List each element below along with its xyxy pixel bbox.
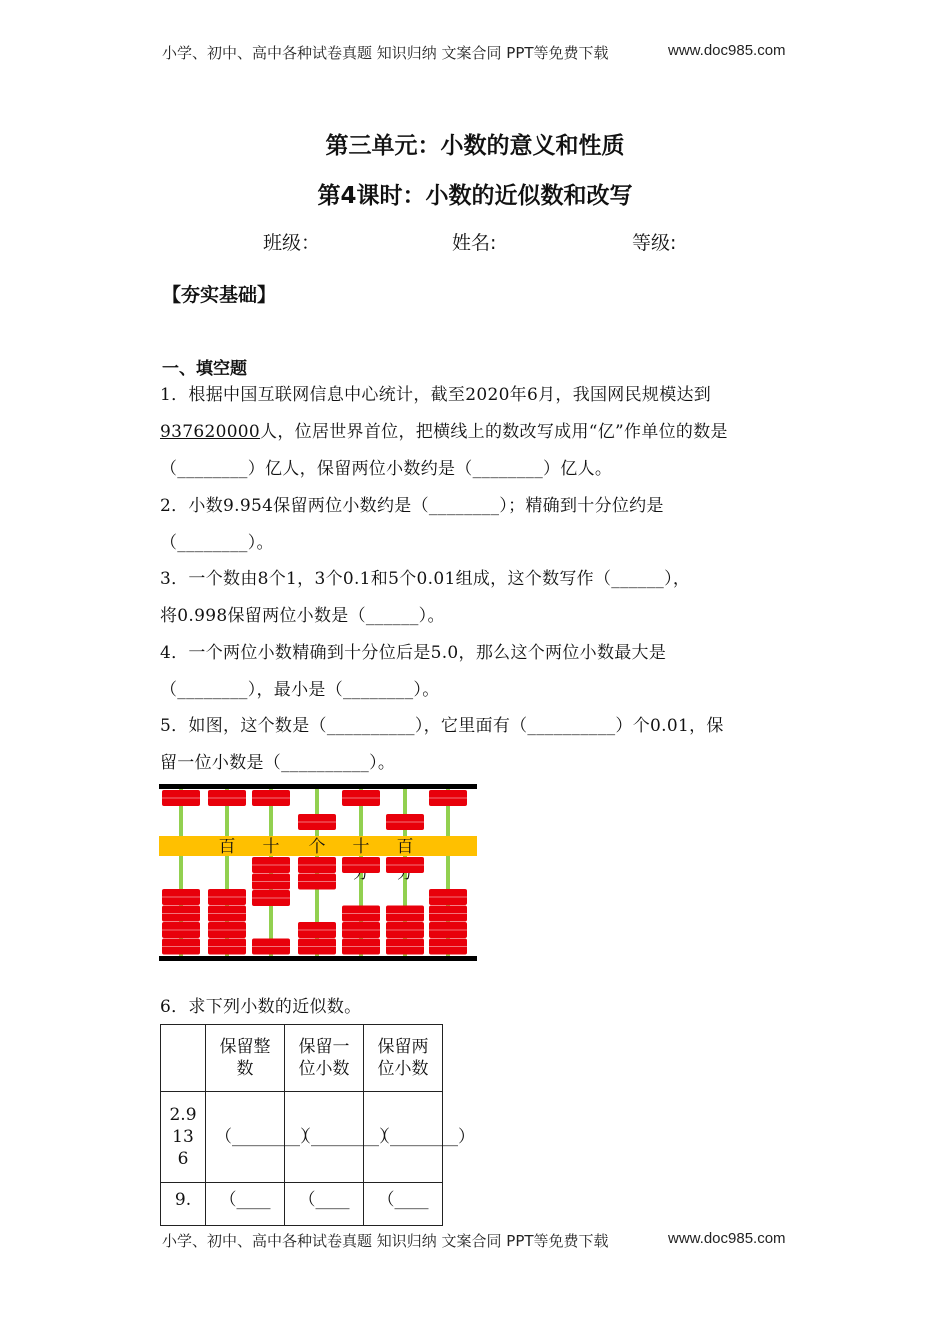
table-header-cell: 保留一位小数 <box>285 1025 364 1092</box>
q5-line-1: 5．如图，这个数是（__________），它里面有（__________）个0.01，保 <box>160 716 724 736</box>
header-site-link[interactable]: www.doc985.com <box>668 42 786 59</box>
q3-line-2: 将0.998保留两位小数是（______）。 <box>160 606 445 626</box>
table-header-cell: 保留两位小数 <box>364 1025 443 1092</box>
abacus-place-label: 百 <box>218 837 236 857</box>
abacus-frame-bottom <box>159 956 477 961</box>
table-header-cell <box>161 1025 206 1092</box>
page-footer <box>162 1230 786 1251</box>
footer-site-link[interactable]: www.doc985.com <box>668 1230 786 1247</box>
name-field-label: 姓名: <box>452 232 497 254</box>
footer-text: 小学、初中、高中各种试卷真题 知识归纳 文案合同 PPT等免费下载 <box>162 1232 609 1250</box>
q2-line-2: （________）。 <box>160 533 274 553</box>
abacus-place-label: 十 <box>352 837 370 857</box>
q4-line-2: （________），最小是（________）。 <box>160 680 440 700</box>
page-header <box>162 42 786 63</box>
header-text: 小学、初中、高中各种试卷真题 知识归纳 文案合同 PPT等免费下载 <box>162 44 609 62</box>
question-type-heading: 一、填空题 <box>162 359 247 379</box>
table-row-number: 9. <box>161 1183 206 1226</box>
answer-blank[interactable]: （________） <box>285 1092 364 1183</box>
page-title: 第三单元：小数的意义和性质 <box>325 133 625 159</box>
q6-prompt: 6．求下列小数的近似数。 <box>160 997 362 1017</box>
answer-blank[interactable]: （____ <box>206 1183 285 1226</box>
q2-line-1: 2．小数9.954保留两位小数约是（________）；精确到十分位约是 <box>160 496 664 516</box>
abacus-place-label: 百 <box>396 837 414 857</box>
q1-line-2 <box>160 417 728 442</box>
abacus-figure <box>159 784 479 964</box>
q4-line-1: 4．一个两位小数精确到十分位后是5.0，那么这个两位小数最大是 <box>160 643 667 663</box>
lesson-title: 第4课时：小数的近似数和改写 <box>317 183 633 209</box>
abacus-place-label: 个 <box>308 837 326 857</box>
answer-blank[interactable]: （________） <box>364 1092 443 1183</box>
section-heading: 【夯实基础】 <box>162 284 277 306</box>
table-header-cell: 保留整数 <box>206 1025 285 1092</box>
grade-field-label: 等级: <box>632 232 677 254</box>
abacus-place-label: 十 <box>262 837 280 857</box>
answer-blank[interactable]: （____ <box>285 1183 364 1226</box>
table-header-row <box>161 1025 443 1092</box>
approximation-table <box>160 1024 475 1226</box>
q3-line-1: 3．一个数由8个1，3个0.1和5个0.01组成，这个数写作（______）， <box>160 569 691 589</box>
class-field-label: 班级： <box>263 232 321 254</box>
answer-blank[interactable]: （________） <box>206 1092 285 1183</box>
q5-line-2: 留一位小数是（__________）。 <box>160 753 396 773</box>
q1-line-1: 1．根据中国互联网信息中心统计，截至2020年6月，我国网民规模达到 <box>160 385 712 405</box>
abacus-frame-top <box>159 784 477 789</box>
q1-underlined-number: 937620000 <box>160 422 261 442</box>
q1-line-3: （________）亿人，保留两位小数约是（________）亿人。 <box>160 459 613 479</box>
table-row <box>161 1092 443 1183</box>
answer-blank[interactable]: （____ <box>364 1183 443 1226</box>
q1-line-2-text: 人，位居世界首位，把横线上的数改写成用“亿”作单位的数是 <box>260 422 728 442</box>
table-row-number: 2.9136 <box>161 1092 206 1183</box>
table-row <box>161 1183 443 1226</box>
